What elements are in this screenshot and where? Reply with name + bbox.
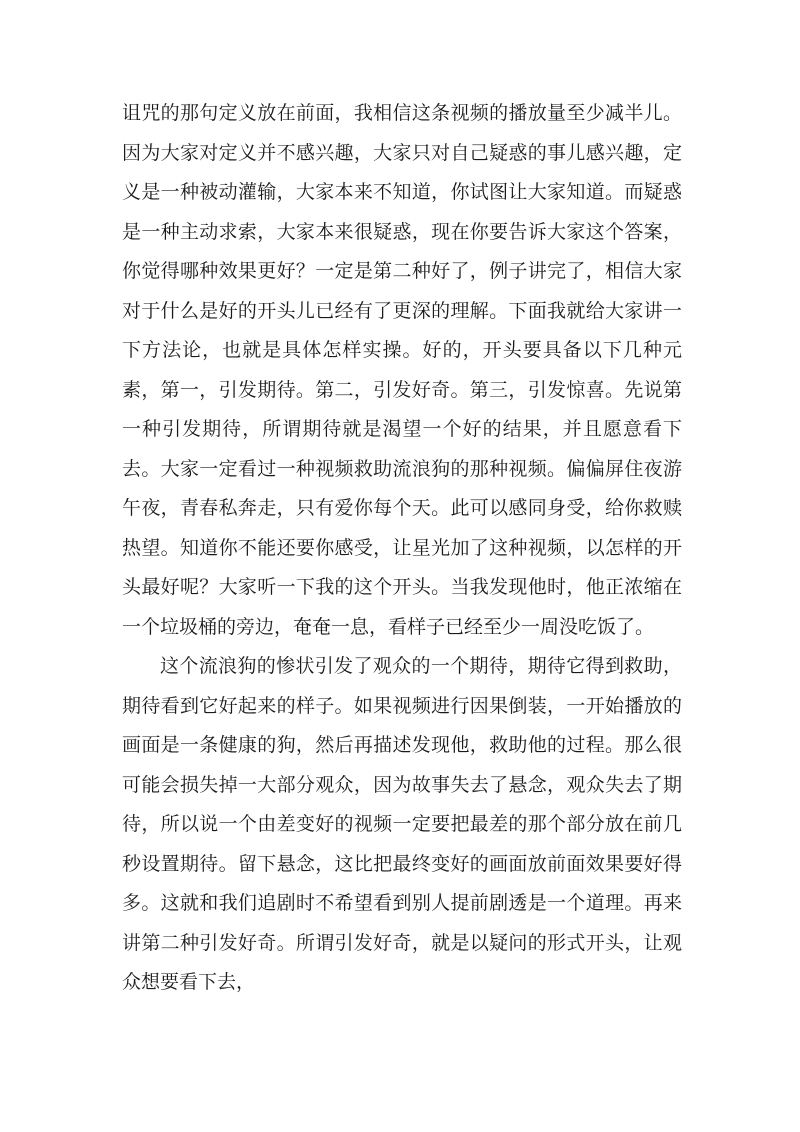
paragraph-1: 诅咒的那句定义放在前面，我相信这条视频的播放量至少减半儿。因为大家对定义并不感兴趣，大家只对自己疑惑的事儿感兴趣，定义是一种被动灌输，大家本来不知道，你试图让大家知道。而疑惑是一种主动求索，大家本来很疑惑，现在你要告诉大家这个答案，你觉得哪种效果更好？一定是第二种好了，例子讲完了，相信大家对于什么是好的开头儿已经有了更深的理解。下面我就给大家讲一下方法论，也就是具体怎样实操。好的，开头要具备以下几种元素，第一，引发期待。第二，引发好奇。第三，引发惊喜。先说第一种引发期待，所谓期待就是渴望一个好的结果，并且愿意看下去。大家一定看过一种视频救助流浪狗的那种视频。偏偏屏住夜游午夜，青春私奔走，只有爱你每个天。此可以感同身受，给你救赎热望。知道你不能还要你感受，让星光加了这种视频，以怎样的开头最好呢？大家听一下我的这个开头。当我发现他时，他正浓缩在一个垃圾桶的旁边，奄奄一息，看样子已经至少一周没吃饭了。	[122, 102, 682, 638]
body-text	[122, 94, 682, 1003]
paragraph-2: 这个流浪狗的惨状引发了观众的一个期待，期待它得到救助，期待看到它好起来的样子。如果视频进行因果倒装，一开始播放的画面是一条健康的狗，然后再描述发现他，救助他的过程。那么很可能会损失掉一大部分观众，因为故事失去了悬念，观众失去了期待，所以说一个由差变好的视频一定要把最差的那个部分放在前几秒设置期待。留下悬念，这比把最终变好的画面放前面效果要好得多。这就和我们追剧时不希望看到别人提前剧透是一个道理。再来讲第二种引发好奇。所谓引发好奇，就是以疑问的形式开头，让观众想要看下去，	[122, 655, 682, 993]
